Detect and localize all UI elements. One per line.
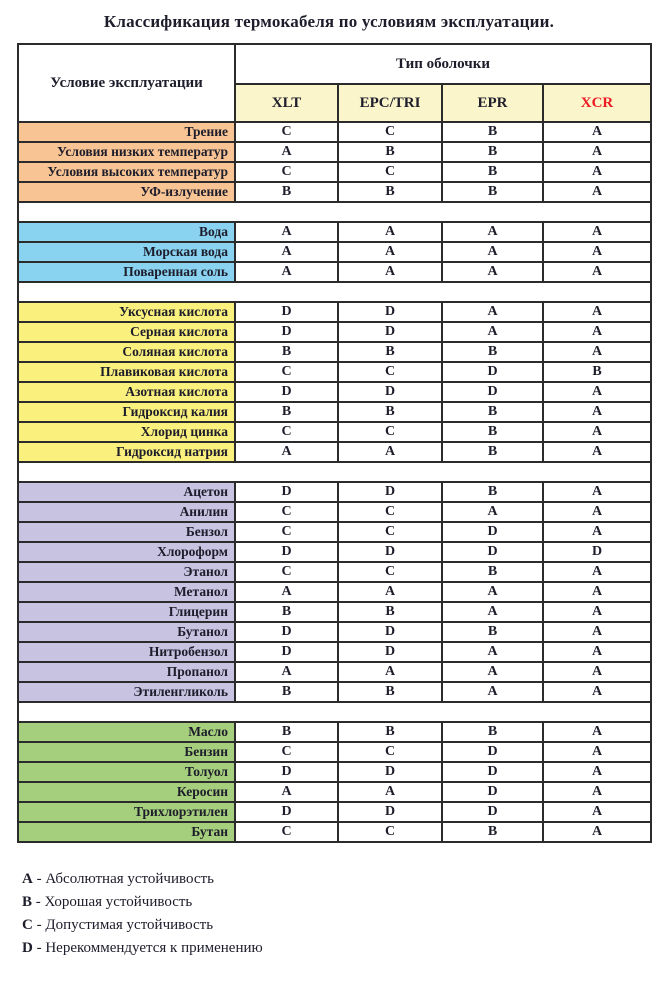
- condition-label: Масло: [18, 722, 235, 742]
- rating-cell: A: [442, 242, 543, 262]
- rating-cell: C: [338, 502, 442, 522]
- rating-cell: A: [543, 762, 651, 782]
- condition-label: Условия высоких температур: [18, 162, 235, 182]
- rating-cell: A: [543, 622, 651, 642]
- page-title: Классификация термокабеля по условиям эксплуатации.: [103, 12, 555, 31]
- condition-label: Бутан: [18, 822, 235, 842]
- rating-cell: B: [338, 722, 442, 742]
- document-page: [0, 12, 658, 960]
- rating-cell: A: [543, 502, 651, 522]
- legend-letter: D: [22, 940, 33, 956]
- rating-cell: B: [235, 682, 338, 702]
- rating-cell: A: [235, 662, 338, 682]
- condition-label: Глицерин: [18, 602, 235, 622]
- rating-cell: B: [442, 402, 543, 422]
- group-spacer-cell: [18, 462, 651, 482]
- legend: [22, 868, 658, 960]
- rating-cell: D: [543, 542, 651, 562]
- table-row: [18, 782, 651, 802]
- rating-cell: A: [338, 782, 442, 802]
- rating-cell: B: [235, 182, 338, 202]
- condition-label: Трение: [18, 122, 235, 142]
- condition-label: Толуол: [18, 762, 235, 782]
- rating-cell: A: [543, 582, 651, 602]
- rating-cell: C: [235, 522, 338, 542]
- condition-label: Этиленгликоль: [18, 682, 235, 702]
- table-row: [18, 742, 651, 762]
- rating-cell: A: [442, 502, 543, 522]
- condition-label: Нитробензол: [18, 642, 235, 662]
- legend-item: D - Нерекоммендуется к применению: [22, 940, 263, 956]
- rating-cell: D: [338, 382, 442, 402]
- rating-cell: A: [235, 782, 338, 802]
- rating-cell: C: [235, 822, 338, 842]
- rating-cell: B: [543, 362, 651, 382]
- rating-cell: A: [235, 262, 338, 282]
- rating-cell: D: [235, 762, 338, 782]
- table-row: [18, 442, 651, 462]
- rating-cell: B: [442, 122, 543, 142]
- rating-cell: D: [235, 622, 338, 642]
- rating-cell: B: [442, 142, 543, 162]
- rating-cell: A: [543, 422, 651, 442]
- rating-cell: D: [235, 382, 338, 402]
- rating-cell: A: [442, 322, 543, 342]
- rating-cell: C: [235, 362, 338, 382]
- rating-cell: D: [442, 742, 543, 762]
- rating-cell: A: [543, 302, 651, 322]
- rating-cell: A: [235, 242, 338, 262]
- rating-cell: A: [442, 222, 543, 242]
- rating-cell: D: [338, 642, 442, 662]
- rating-cell: C: [235, 162, 338, 182]
- rating-cell: B: [235, 342, 338, 362]
- rating-cell: B: [235, 602, 338, 622]
- rating-cell: A: [543, 522, 651, 542]
- condition-label: Вода: [18, 222, 235, 242]
- rating-cell: A: [543, 122, 651, 142]
- rating-cell: A: [442, 582, 543, 602]
- group-spacer-cell: [18, 202, 651, 222]
- rating-cell: A: [543, 182, 651, 202]
- rating-cell: D: [338, 322, 442, 342]
- rating-cell: A: [543, 642, 651, 662]
- condition-label: Этанол: [18, 562, 235, 582]
- condition-label: Соляная кислота: [18, 342, 235, 362]
- rating-cell: A: [442, 602, 543, 622]
- rating-cell: A: [543, 162, 651, 182]
- table-row: [18, 402, 651, 422]
- rating-cell: B: [338, 182, 442, 202]
- rating-cell: A: [235, 582, 338, 602]
- rating-cell: C: [338, 562, 442, 582]
- rating-cell: A: [543, 802, 651, 822]
- condition-label: Условия низких температур: [18, 142, 235, 162]
- rating-cell: A: [442, 642, 543, 662]
- condition-label: Азотная кислота: [18, 382, 235, 402]
- rating-cell: A: [338, 262, 442, 282]
- rating-cell: D: [235, 302, 338, 322]
- rating-cell: C: [235, 502, 338, 522]
- rating-cell: C: [338, 742, 442, 762]
- group-spacer-row: [18, 462, 651, 482]
- table-row: [18, 142, 651, 162]
- rating-cell: A: [442, 682, 543, 702]
- column-header-epr: EPR: [442, 84, 543, 122]
- rating-cell: A: [543, 682, 651, 702]
- rating-cell: A: [543, 822, 651, 842]
- condition-label: Бензол: [18, 522, 235, 542]
- rating-cell: A: [442, 662, 543, 682]
- rating-cell: D: [442, 362, 543, 382]
- rating-cell: B: [442, 622, 543, 642]
- rating-cell: A: [543, 562, 651, 582]
- condition-label: Хлороформ: [18, 542, 235, 562]
- column-header-epc-tri: EPC/TRI: [338, 84, 442, 122]
- condition-label: Пропанол: [18, 662, 235, 682]
- header-row-top: [18, 44, 651, 84]
- table-row: [18, 622, 651, 642]
- group-spacer-cell: [18, 282, 651, 302]
- rating-cell: B: [442, 482, 543, 502]
- condition-label: Бензин: [18, 742, 235, 762]
- rating-cell: D: [442, 542, 543, 562]
- column-header-xlt: XLT: [235, 84, 338, 122]
- table-row: [18, 722, 651, 742]
- rating-cell: A: [442, 262, 543, 282]
- rating-cell: A: [543, 602, 651, 622]
- legend-letter: A: [22, 871, 33, 887]
- table-row: [18, 602, 651, 622]
- rating-cell: A: [543, 402, 651, 422]
- rating-cell: D: [338, 762, 442, 782]
- rating-cell: D: [338, 302, 442, 322]
- condition-label: Уксусная кислота: [18, 302, 235, 322]
- group-spacer-row: [18, 702, 651, 722]
- legend-item: A - Абсолютная устойчивость: [22, 871, 214, 887]
- condition-label: Гидроксид калия: [18, 402, 235, 422]
- rating-cell: A: [543, 222, 651, 242]
- rating-cell: A: [543, 442, 651, 462]
- condition-label: Гидроксид натрия: [18, 442, 235, 462]
- rating-cell: A: [235, 142, 338, 162]
- table-row: [18, 342, 651, 362]
- rating-cell: B: [442, 182, 543, 202]
- rating-cell: D: [235, 482, 338, 502]
- column-header-xcr: XCR: [543, 84, 651, 122]
- table-row: [18, 502, 651, 522]
- table-row: [18, 642, 651, 662]
- rating-cell: B: [442, 162, 543, 182]
- group-spacer-row: [18, 202, 651, 222]
- rating-cell: D: [442, 762, 543, 782]
- rating-cell: D: [338, 542, 442, 562]
- condition-label: Ацетон: [18, 482, 235, 502]
- rating-cell: D: [338, 802, 442, 822]
- table-row: [18, 422, 651, 442]
- table-row: [18, 542, 651, 562]
- table-row: [18, 302, 651, 322]
- condition-label: Трихлорэтилен: [18, 802, 235, 822]
- rating-cell: C: [235, 742, 338, 762]
- table-row: [18, 162, 651, 182]
- table-row: [18, 362, 651, 382]
- condition-label: Морская вода: [18, 242, 235, 262]
- legend-item: B - Хорошая устойчивость: [22, 894, 193, 910]
- sheath-type-header: Тип оболочки: [235, 44, 651, 84]
- rating-cell: B: [338, 402, 442, 422]
- rating-cell: A: [543, 142, 651, 162]
- rating-cell: A: [543, 782, 651, 802]
- condition-label: Керосин: [18, 782, 235, 802]
- rating-cell: A: [543, 322, 651, 342]
- rating-cell: A: [543, 382, 651, 402]
- rating-cell: C: [338, 162, 442, 182]
- table-row: [18, 802, 651, 822]
- rating-cell: D: [442, 802, 543, 822]
- table-row: [18, 582, 651, 602]
- table-row: [18, 382, 651, 402]
- table-row: [18, 682, 651, 702]
- rating-cell: A: [338, 222, 442, 242]
- table-row: [18, 762, 651, 782]
- rating-cell: A: [543, 342, 651, 362]
- rating-cell: B: [338, 342, 442, 362]
- rating-cell: C: [338, 822, 442, 842]
- rating-cell: B: [338, 142, 442, 162]
- table-row: [18, 182, 651, 202]
- rating-cell: D: [442, 782, 543, 802]
- rating-cell: A: [338, 442, 442, 462]
- rating-cell: A: [338, 582, 442, 602]
- rating-cell: B: [338, 602, 442, 622]
- rating-cell: B: [235, 402, 338, 422]
- table-row: [18, 122, 651, 142]
- rating-cell: A: [543, 242, 651, 262]
- rating-cell: B: [235, 722, 338, 742]
- rating-cell: A: [543, 482, 651, 502]
- condition-column-header: Условие эксплуатации: [18, 44, 235, 122]
- rating-cell: C: [338, 122, 442, 142]
- rating-cell: A: [543, 662, 651, 682]
- rating-cell: A: [338, 242, 442, 262]
- group-spacer-row: [18, 282, 651, 302]
- condition-label: Анилин: [18, 502, 235, 522]
- rating-cell: D: [338, 482, 442, 502]
- rating-cell: A: [442, 302, 543, 322]
- legend-letter: C: [22, 917, 33, 933]
- rating-cell: D: [235, 542, 338, 562]
- rating-cell: A: [543, 722, 651, 742]
- condition-label: Плавиковая кислота: [18, 362, 235, 382]
- table-row: [18, 482, 651, 502]
- rating-cell: D: [338, 622, 442, 642]
- table-row: [18, 222, 651, 242]
- rating-cell: B: [442, 342, 543, 362]
- rating-cell: B: [442, 442, 543, 462]
- rating-cell: D: [235, 802, 338, 822]
- legend-item: C - Допустимая устойчивость: [22, 917, 214, 933]
- condition-label: Хлорид цинка: [18, 422, 235, 442]
- rating-cell: C: [235, 122, 338, 142]
- rating-cell: A: [543, 262, 651, 282]
- table-row: [18, 662, 651, 682]
- condition-label: Серная кислота: [18, 322, 235, 342]
- rating-cell: B: [442, 722, 543, 742]
- rating-cell: C: [338, 422, 442, 442]
- rating-cell: D: [235, 322, 338, 342]
- rating-cell: C: [235, 562, 338, 582]
- rating-cell: B: [442, 562, 543, 582]
- rating-cell: C: [338, 522, 442, 542]
- condition-label: Бутанол: [18, 622, 235, 642]
- rating-cell: D: [442, 522, 543, 542]
- condition-label: УФ-излучение: [18, 182, 235, 202]
- condition-label: Метанол: [18, 582, 235, 602]
- rating-cell: A: [235, 442, 338, 462]
- rating-cell: A: [543, 742, 651, 762]
- group-spacer-cell: [18, 702, 651, 722]
- condition-label: Поваренная соль: [18, 262, 235, 282]
- table-row: [18, 262, 651, 282]
- rating-cell: D: [235, 642, 338, 662]
- rating-cell: A: [235, 222, 338, 242]
- rating-cell: B: [442, 822, 543, 842]
- legend-letter: B: [22, 894, 33, 910]
- rating-cell: D: [442, 382, 543, 402]
- table-row: [18, 522, 651, 542]
- table-row: [18, 562, 651, 582]
- rating-cell: B: [442, 422, 543, 442]
- table-row: [18, 242, 651, 262]
- classification-table: [17, 43, 652, 843]
- rating-cell: B: [338, 682, 442, 702]
- rating-cell: A: [338, 662, 442, 682]
- rating-cell: C: [235, 422, 338, 442]
- table-row: [18, 822, 651, 842]
- table-row: [18, 322, 651, 342]
- rating-cell: C: [338, 362, 442, 382]
